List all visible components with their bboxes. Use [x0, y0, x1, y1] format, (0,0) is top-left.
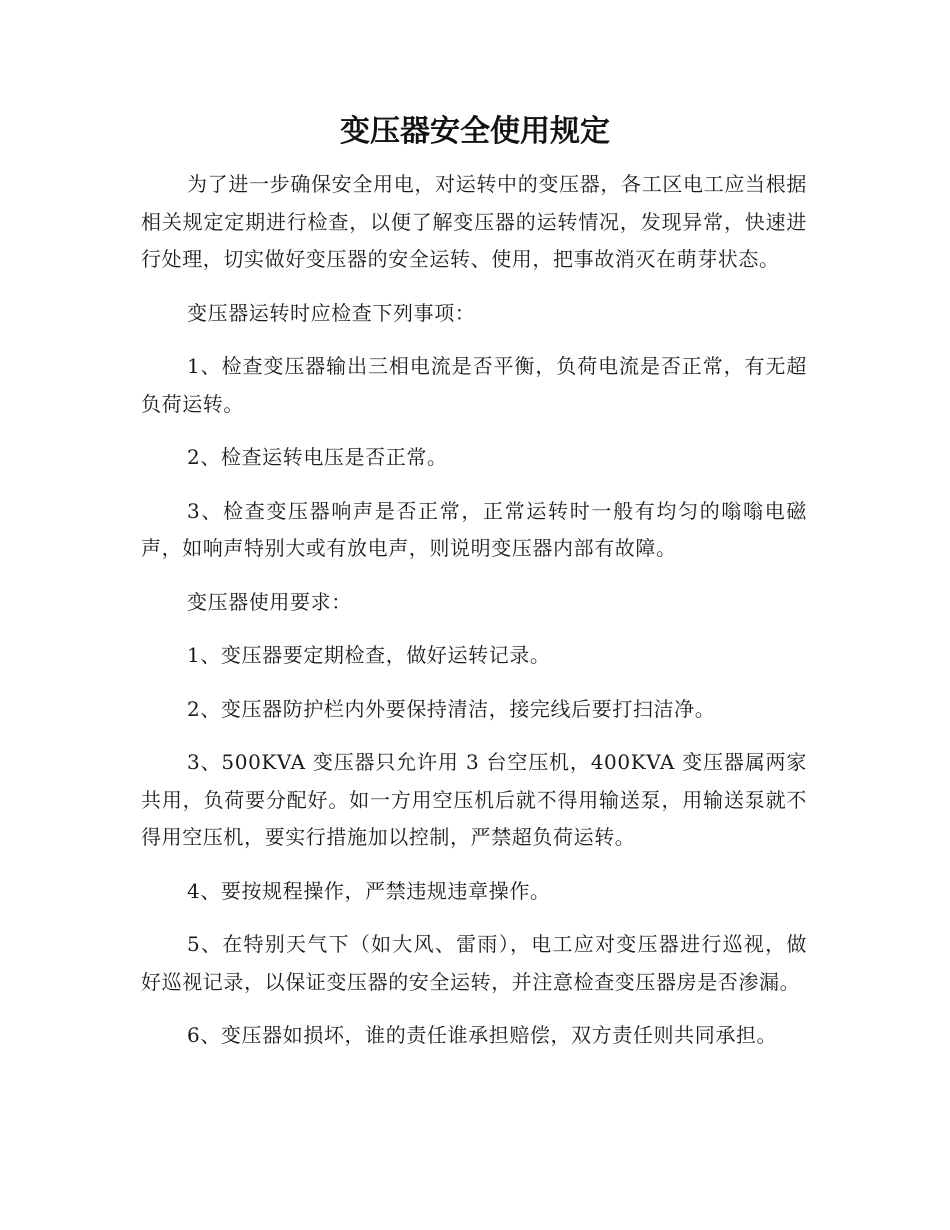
document-body: [141, 166, 807, 1071]
paragraph-usage-heading: 变压器使用要求：: [187, 589, 352, 614]
paragraph-inspection-1: 1、检查变压器输出三相电流是否平衡，负荷电流是否正常，有无超负荷运转。: [141, 354, 807, 416]
paragraph-usage-2: 2、变压器防护栏内外要保持清洁，接完线后要打扫洁净。: [187, 696, 716, 721]
paragraph-usage-3: 3、500KVA 变压器只允许用 3 台空压机，400KVA 变压器属两家共用，负荷要分配好。如一方用空压机后就不得用输送泵，用输送泵就不得用空压机，要实行措施加以控制，严禁超负荷运转。: [141, 750, 807, 849]
paragraph-inspection-3: 3、检查变压器响声是否正常，正常运转时一般有均匀的嗡嗡电磁声，如响声特别大或有放电声，则说明变压器内部有故障。: [141, 498, 807, 560]
paragraph-inspection-2: 2、检查运转电压是否正常。: [187, 445, 448, 469]
paragraph-intro: 为了进一步确保安全用电，对运转中的变压器，各工区电工应当根据相关规定定期进行检查，以便了解变压器的运转情况，发现异常，快速进行处理，切实做好变压器的安全运转、使用，把事故消灭在萌芽状态。: [141, 172, 807, 271]
document-title: 变压器安全使用规定: [340, 114, 610, 149]
paragraph-usage-4: 4、要按规程操作，严禁违规违章操作。: [187, 878, 551, 903]
paragraph-usage-6: 6、变压器如损坏，谁的责任谁承担赔偿，双方责任则共同承担。: [187, 1023, 778, 1047]
paragraph-usage-1: 1、变压器要定期检查，做好运转记录。: [187, 643, 551, 667]
paragraph-inspection-heading: 变压器运转时应检查下列事项：: [187, 300, 476, 325]
paragraph-usage-5: 5、在特别天气下（如大风、雷雨），电工应对变压器进行巡视，做好巡视记录，以保证变压器的安全运转，并注意检查变压器房是否渗漏。: [141, 932, 807, 994]
